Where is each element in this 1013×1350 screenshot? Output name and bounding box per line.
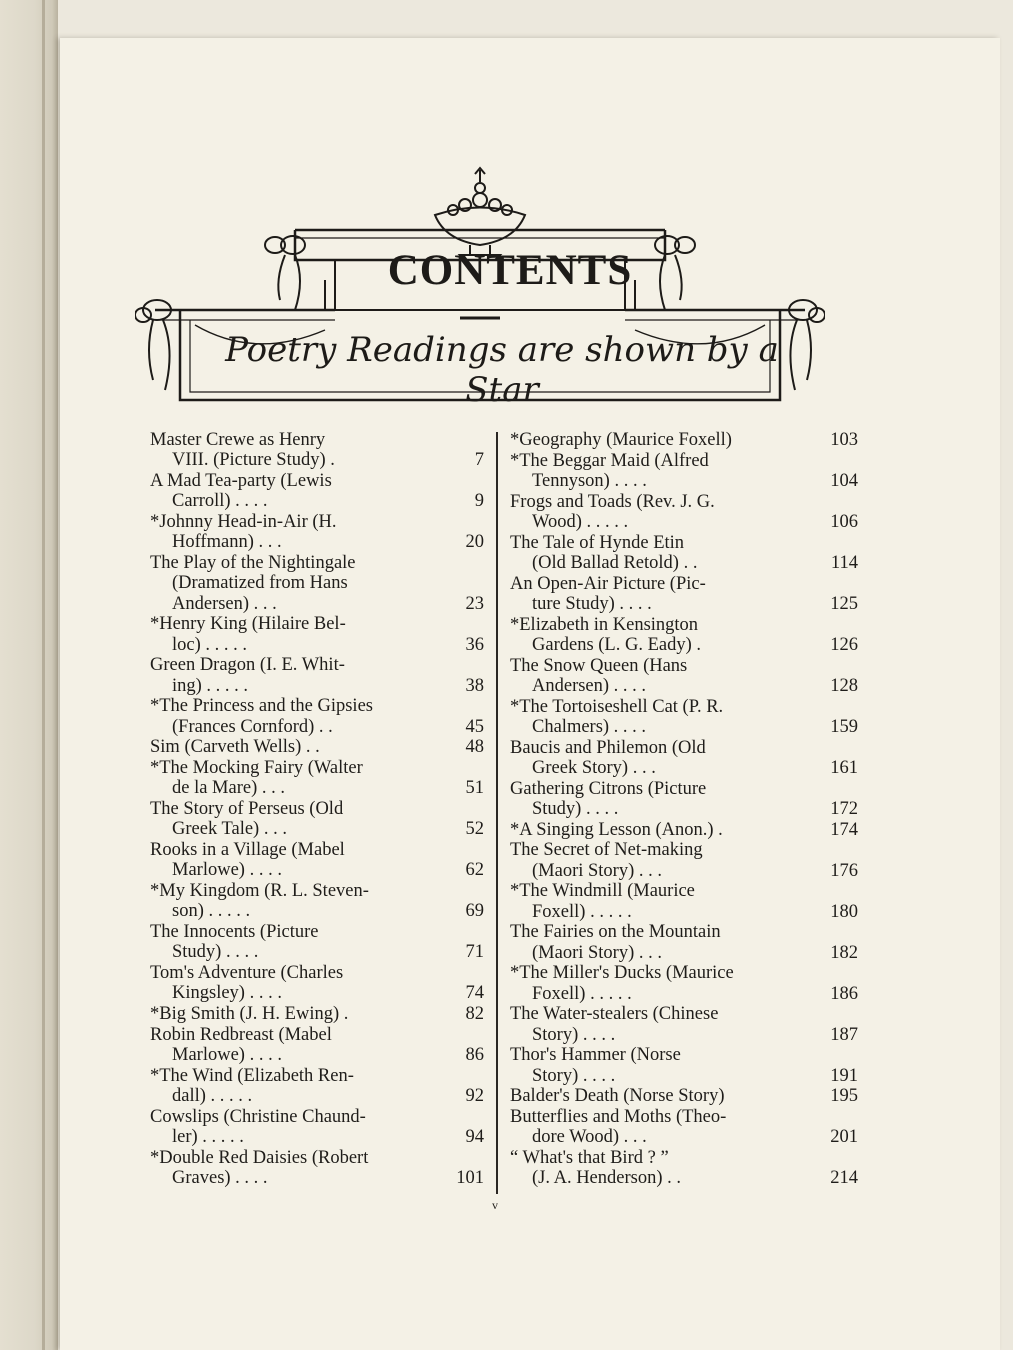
entry-title	[510, 1004, 795, 1045]
entry-page-number: 125	[830, 594, 858, 614]
entry-page-number: 71	[465, 942, 484, 963]
entry-line: Greek Story) . . .	[532, 758, 656, 778]
entry-title	[150, 512, 432, 553]
contents-column-left	[150, 430, 490, 1189]
entry-line: The Fairies on the Mountain	[510, 922, 721, 943]
contents-entry	[510, 451, 860, 492]
contents-entry	[150, 1066, 490, 1107]
entry-title	[510, 779, 795, 820]
contents-entry	[150, 512, 490, 553]
entry-page-number: 23	[465, 593, 484, 614]
contents-entry	[510, 1148, 860, 1189]
entry-page-number: 174	[830, 819, 858, 840]
contents-entry	[510, 1107, 860, 1148]
contents-entry	[150, 471, 490, 512]
entry-line: “ What's that Bird ? ”	[510, 1147, 669, 1168]
entry-title	[510, 738, 795, 779]
entry-line: Marlowe) . . . .	[172, 860, 282, 881]
entry-page-number: 51	[465, 778, 484, 799]
contents-entry	[510, 697, 860, 738]
entry-line: *The Mocking Fairy (Walter	[150, 758, 363, 778]
ribbon-bow-left-icon	[265, 236, 305, 310]
contents-entry	[150, 840, 490, 881]
entry-line: Carroll) . . . .	[172, 491, 268, 512]
entry-page-number: 161	[830, 758, 858, 778]
entry-title	[510, 492, 795, 533]
contents-entry	[150, 963, 490, 1004]
entry-title	[150, 881, 432, 922]
entry-line: *My Kingdom (R. L. Steven-	[150, 881, 369, 901]
entry-line: Story) . . . .	[532, 1024, 616, 1045]
entry-page-number: 159	[830, 717, 858, 737]
contents-entry	[510, 881, 860, 922]
entry-line: Tennyson) . . . .	[532, 471, 647, 491]
entry-line: ing) . . . . .	[172, 675, 249, 696]
contents-entry	[150, 881, 490, 922]
entry-line: Gathering Citrons (Picture	[510, 778, 707, 799]
contents-entry	[150, 1148, 490, 1189]
entry-line: *The Wind (Elizabeth Ren-	[150, 1065, 354, 1086]
entry-title	[150, 758, 432, 799]
entry-line: Hoffmann) . . .	[172, 532, 282, 553]
contents-entry	[510, 574, 860, 615]
contents-entry	[510, 533, 860, 574]
entry-title	[150, 1025, 432, 1066]
entry-line: The Play of the Nightingale	[150, 553, 356, 573]
entry-line: Master Crewe as Henry	[150, 430, 326, 450]
entry-title	[510, 574, 795, 615]
entry-title	[510, 1148, 795, 1189]
entry-title	[150, 840, 432, 881]
contents-entry	[510, 1045, 860, 1086]
entry-title	[510, 451, 795, 492]
entry-title	[510, 1107, 795, 1148]
entry-title	[150, 1148, 432, 1189]
entry-title	[510, 881, 795, 922]
entry-line: A Mad Tea-party (Lewis	[150, 471, 332, 491]
contents-entry	[510, 779, 860, 820]
entry-page-number: 52	[465, 819, 484, 840]
contents-entry	[510, 963, 860, 1004]
entry-page-number: 182	[830, 942, 858, 963]
entry-line: The Secret of Net-making	[510, 840, 703, 861]
entry-title	[150, 553, 432, 614]
contents-entry	[150, 655, 490, 696]
entry-line: *The Beggar Maid (Alfred	[510, 450, 709, 471]
contents-entry	[510, 656, 860, 697]
entry-line: Rooks in a Village (Mabel	[150, 840, 345, 860]
contents-entry	[510, 738, 860, 779]
page-title: CONTENTS	[387, 247, 633, 294]
entry-title	[510, 656, 795, 697]
entry-page-number: 201	[830, 1127, 858, 1148]
contents-column-right	[510, 430, 860, 1189]
entry-line: *Double Red Daisies (Robert	[150, 1147, 369, 1168]
entry-line: The Snow Queen (Hans	[510, 655, 688, 676]
entry-line: Andersen) . . . .	[532, 676, 647, 696]
entry-line: dore Wood) . . .	[532, 1127, 647, 1148]
entry-page-number: 114	[830, 553, 858, 573]
entry-title	[150, 799, 432, 840]
entry-page-number: 106	[830, 512, 858, 532]
entry-line: dall) . . . . .	[172, 1086, 253, 1106]
entry-title	[150, 1066, 432, 1107]
entry-line: Foxell) . . . . .	[532, 901, 632, 922]
entry-line: The Innocents (Picture	[150, 922, 319, 942]
entry-title	[150, 963, 432, 1004]
entry-line: Wood) . . . . .	[532, 512, 629, 532]
entry-line: (Maori Story) . . .	[532, 942, 662, 963]
contents-entry	[150, 799, 490, 840]
entry-title	[510, 840, 795, 881]
entry-line: Chalmers) . . . .	[532, 717, 647, 737]
entry-page-number: 92	[465, 1086, 484, 1106]
entry-line: *The Windmill (Maurice	[510, 881, 695, 902]
entry-page-number: 126	[830, 635, 858, 655]
page-subtitle: Poetry Readings are shown by a Star	[225, 330, 779, 410]
entry-line: An Open-Air Picture (Pic-	[510, 573, 706, 594]
entry-title	[510, 697, 795, 738]
contents-entry	[510, 615, 860, 656]
entry-page-number: 176	[830, 860, 858, 881]
entry-line: (Frances Cornford) . .	[172, 716, 333, 737]
entry-line: Butterflies and Moths (Theo-	[510, 1106, 727, 1127]
contents-entry	[510, 840, 860, 881]
entry-line: Sim (Carveth Wells) . .	[150, 737, 320, 758]
entry-title	[150, 922, 432, 963]
ribbon-bow-far-left-icon	[135, 300, 171, 390]
contents-entry	[510, 1086, 860, 1106]
entry-line: ler) . . . . .	[172, 1127, 244, 1147]
entry-page-number: 7	[474, 450, 484, 471]
contents-entry	[150, 614, 490, 655]
entry-title	[510, 430, 795, 450]
entry-line: *The Tortoiseshell Cat (P. R.	[510, 696, 724, 717]
entry-page-number: 36	[465, 634, 484, 655]
entry-line: Study) . . . .	[172, 942, 259, 963]
entry-line: ture Study) . . . .	[532, 594, 652, 614]
entry-line: Baucis and Philemon (Old	[510, 737, 706, 758]
contents-entry	[150, 430, 490, 471]
entry-title	[510, 922, 795, 963]
entry-line: Greek Tale) . . .	[172, 819, 287, 840]
entry-title	[150, 430, 432, 471]
entry-title	[510, 820, 795, 840]
entry-page-number: 69	[465, 901, 484, 922]
entry-title	[150, 737, 432, 757]
entry-line: de la Mare) . . .	[172, 778, 286, 799]
entry-page-number: 180	[830, 901, 858, 922]
entry-line: Tom's Adventure (Charles	[150, 963, 344, 983]
entry-line: *Elizabeth in Kensington	[510, 614, 699, 635]
entry-line: VIII. (Picture Study) .	[172, 450, 335, 471]
entry-title	[150, 1004, 432, 1024]
entry-page-number: 38	[465, 675, 484, 696]
entry-page-number: 94	[465, 1127, 484, 1147]
entry-line: *Geography (Maurice Foxell)	[510, 430, 732, 450]
contents-entry	[150, 1107, 490, 1148]
entry-line: Gardens (L. G. Eady) .	[532, 635, 702, 655]
contents-entry	[510, 430, 860, 450]
entry-line: (Old Ballad Retold) . .	[532, 553, 698, 573]
entry-page-number: 82	[465, 1004, 484, 1024]
entry-line: *Johnny Head-in-Air (H.	[150, 512, 337, 532]
entry-title	[510, 1086, 795, 1106]
entry-line: The Water-stealers (Chinese	[510, 1004, 719, 1025]
entry-line: Frogs and Toads (Rev. J. G.	[510, 491, 715, 512]
entry-page-number: 191	[830, 1065, 858, 1086]
contents-entry	[150, 1004, 490, 1024]
entry-line: (Maori Story) . . .	[532, 860, 662, 881]
entry-line: Andersen) . . .	[172, 593, 277, 614]
entry-line: Balder's Death (Norse Story)	[510, 1086, 725, 1107]
entry-title	[150, 655, 432, 696]
entry-page-number: 101	[456, 1168, 484, 1188]
entry-line: Graves) . . . .	[172, 1168, 268, 1188]
entry-page-number: 103	[830, 430, 858, 450]
entry-line: (Dramatized from Hans	[172, 573, 348, 594]
entry-page-number: 104	[830, 471, 858, 491]
entry-page-number: 128	[830, 676, 858, 696]
entry-page-number: 172	[830, 799, 858, 819]
entry-line: *A Singing Lesson (Anon.) .	[510, 819, 723, 840]
entry-line: son) . . . . .	[172, 901, 251, 922]
entry-line: Study) . . . .	[532, 799, 619, 819]
contents-entry	[150, 922, 490, 963]
entry-page-number: 214	[830, 1168, 858, 1189]
page-folio: v	[492, 1198, 498, 1212]
contents-entry	[150, 553, 490, 614]
entry-page-number: 186	[830, 983, 858, 1004]
entry-line: Thor's Hammer (Norse	[510, 1045, 681, 1066]
entry-page-number: 62	[465, 860, 484, 881]
entry-page-number: 48	[465, 737, 484, 758]
entry-title	[510, 615, 795, 656]
entry-line: *The Miller's Ducks (Maurice	[510, 963, 734, 984]
book-gutter	[0, 0, 58, 1350]
entry-page-number: 45	[465, 716, 484, 737]
contents-entry	[150, 1025, 490, 1066]
entry-line: Robin Redbreast (Mabel	[150, 1024, 332, 1045]
entry-line: Kingsley) . . . .	[172, 983, 282, 1004]
entry-line: The Tale of Hynde Etin	[510, 532, 685, 553]
entry-page-number: 187	[830, 1024, 858, 1045]
ribbon-bow-right-icon	[655, 236, 695, 310]
entry-line: Marlowe) . . . .	[172, 1045, 282, 1065]
entry-line: Cowslips (Christine Chaund-	[150, 1106, 366, 1127]
contents-entry	[510, 492, 860, 533]
contents-entry	[510, 1004, 860, 1045]
entry-title	[510, 533, 795, 574]
entry-page-number: 195	[830, 1086, 858, 1107]
column-divider	[496, 432, 498, 1194]
entry-page-number: 9	[474, 491, 484, 512]
entry-page-number: 20	[465, 532, 484, 553]
entry-line: Foxell) . . . . .	[532, 983, 632, 1004]
contents-entry	[510, 922, 860, 963]
entry-line: Story) . . . .	[532, 1065, 616, 1086]
entry-line: loc) . . . . .	[172, 634, 248, 655]
entry-title	[150, 1107, 432, 1148]
entry-title	[150, 471, 432, 512]
entry-line: Green Dragon (I. E. Whit-	[150, 655, 345, 676]
entry-title	[510, 1045, 795, 1086]
entry-page-number: 86	[465, 1045, 484, 1065]
entry-line: *Henry King (Hilaire Bel-	[150, 614, 346, 635]
contents-entry	[150, 696, 490, 737]
entry-line: The Story of Perseus (Old	[150, 799, 344, 819]
contents-entry	[510, 820, 860, 840]
contents-entry	[150, 737, 490, 757]
entry-line: *The Princess and the Gipsies	[150, 696, 373, 717]
entry-title	[150, 614, 432, 655]
entry-title	[150, 696, 432, 737]
contents-entry	[150, 758, 490, 799]
entry-line: (J. A. Henderson) . .	[532, 1168, 682, 1189]
binding-edge	[42, 0, 45, 1350]
entry-page-number: 74	[465, 983, 484, 1004]
entry-title	[510, 963, 795, 1004]
entry-line: *Big Smith (J. H. Ewing) .	[150, 1004, 349, 1024]
